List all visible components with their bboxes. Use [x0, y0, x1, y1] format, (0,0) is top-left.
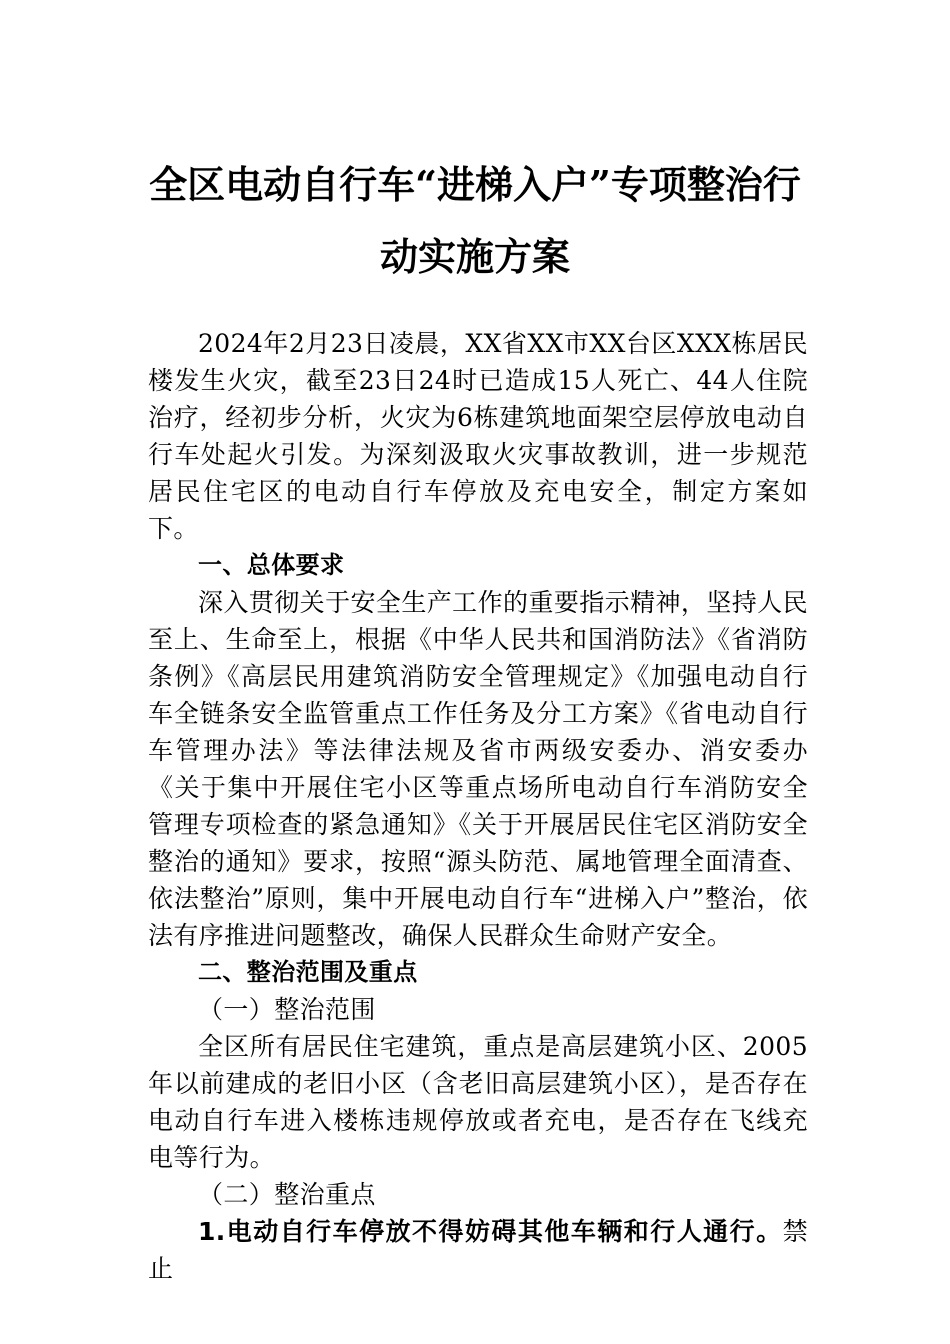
- section-1-paragraph: 深入贯彻关于安全生产工作的重要指示精神，坚持人民至上、生命至上，根据《中华人民共和国消防法》《省消防条例》《高层民用建筑消防安全管理规定》《加强电动自行车全链条安全监管重点工作任务及分工方案》《省电动自行车管理办法》等法律法规及省市两级安委办、消安委办《关于集中开展住宅小区等重点场所电动自行车消防安全管理专项检查的紧急通知》《关于开展居民住宅区消防安全整治的通知》要求，按照“源头防范、属地管理全面清查、依法整治”原则，集中开展电动自行车“进梯入户”整治，依法有序推进问题整改，确保人民群众生命财产安全。: [148, 588, 808, 950]
- document-title-line-2: 动实施方案: [379, 234, 570, 279]
- item-1-lead: 1.电动自行车停放不得妨碍其他车辆和行人通行。: [198, 1217, 783, 1246]
- section-2-heading: 二、整治范围及重点: [198, 958, 418, 986]
- item-1-paragraph: [148, 1213, 808, 1287]
- subsection-1-paragraph: 全区所有居民住宅建筑，重点是高层建筑小区、2005年以前建成的老旧小区（含老旧高层建筑小区），是否存在电动自行车进入楼栋违规停放或者充电，是否存在飞线充电等行为。: [148, 1032, 808, 1172]
- subsection-1-heading: （一）整治范围: [198, 995, 376, 1024]
- document-body: [148, 325, 808, 1287]
- item-1-text: 禁止: [148, 1217, 808, 1283]
- section-1-heading: 一、总体要求: [198, 551, 345, 579]
- intro-paragraph: 2024年2月23日凌晨，XX省XX市XX台区XXX栋居民楼发生火灾，截至23日24时已造成15人死亡、44人住院治疗，经初步分析，火灾为6栋建筑地面架空层停放电动自行车处起火引发。为深刻汲取火灾事故教训，进一步规范居民住宅区的电动自行车停放及充电安全，制定方案如下。: [148, 329, 808, 543]
- document-title-line-1: 全区电动自行车“进梯入户”专项整治行: [149, 162, 801, 207]
- subsection-2-heading: （二）整治重点: [198, 1180, 376, 1209]
